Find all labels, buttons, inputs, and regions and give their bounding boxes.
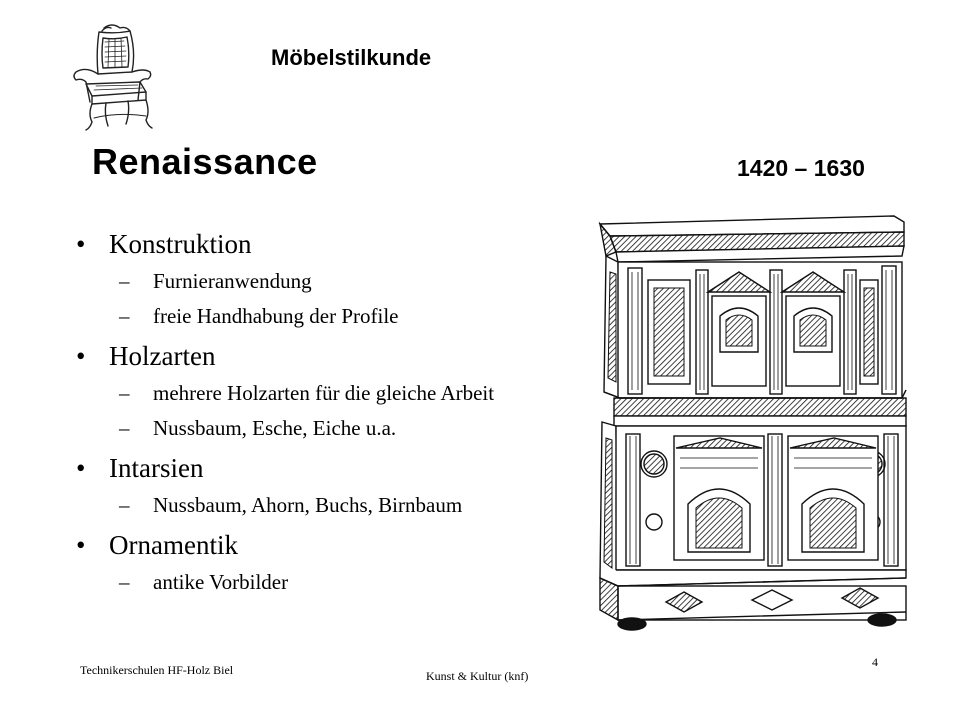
- sub-list: [76, 264, 606, 334]
- presentation-header-title: Möbelstilkunde: [271, 45, 432, 70]
- dash-marker: –: [119, 304, 130, 328]
- bullet-item: [76, 338, 606, 374]
- sub-item: [76, 488, 606, 523]
- baroque-armchair-icon: [66, 22, 158, 134]
- bullet-marker: •: [76, 341, 86, 371]
- sub-item-label: Furnieranwendung: [153, 269, 312, 293]
- dash-marker: –: [119, 269, 130, 293]
- slide-title: Renaissance: [92, 141, 318, 182]
- sub-item-label: Nussbaum, Ahorn, Buchs, Birnbaum: [153, 493, 463, 517]
- sub-item: [76, 299, 606, 334]
- dash-marker: –: [119, 416, 130, 440]
- sub-item-label: antike Vorbilder: [153, 570, 289, 594]
- sub-item-label: Nussbaum, Esche, Eiche u.a.: [153, 416, 397, 440]
- bullet-item: [76, 450, 606, 486]
- bullet-marker: •: [76, 530, 86, 560]
- sub-item: [76, 411, 606, 446]
- bullet-label: Holzarten: [109, 341, 216, 371]
- sub-item: [76, 376, 606, 411]
- bullet-label: Ornamentik: [109, 530, 238, 560]
- bullet-item: [76, 527, 606, 563]
- bullet-label: Intarsien: [109, 453, 204, 483]
- renaissance-cabinet-illustration: [592, 212, 910, 632]
- sub-list: [76, 376, 606, 446]
- bullet-marker: •: [76, 229, 86, 259]
- footer-school-name: Technikerschulen HF-Holz Biel: [80, 663, 234, 677]
- dash-marker: –: [119, 493, 130, 517]
- footer-course-name: Kunst & Kultur (knf): [426, 669, 529, 683]
- sub-list: [76, 488, 606, 523]
- sub-item: [76, 264, 606, 299]
- sub-item-label: freie Handhabung der Profile: [153, 304, 399, 328]
- bullet-label: Konstruktion: [109, 229, 252, 259]
- bullet-marker: •: [76, 453, 86, 483]
- page-number: 4: [872, 655, 878, 669]
- sub-item: [76, 565, 606, 600]
- dash-marker: –: [119, 381, 130, 405]
- sub-item-label: mehrere Holzarten für die gleiche Arbeit: [153, 381, 495, 405]
- dash-marker: –: [119, 570, 130, 594]
- sub-list: [76, 565, 606, 600]
- bullet-item: [76, 226, 606, 262]
- bullet-list: [76, 226, 606, 604]
- period-range: 1420 – 1630: [737, 155, 865, 181]
